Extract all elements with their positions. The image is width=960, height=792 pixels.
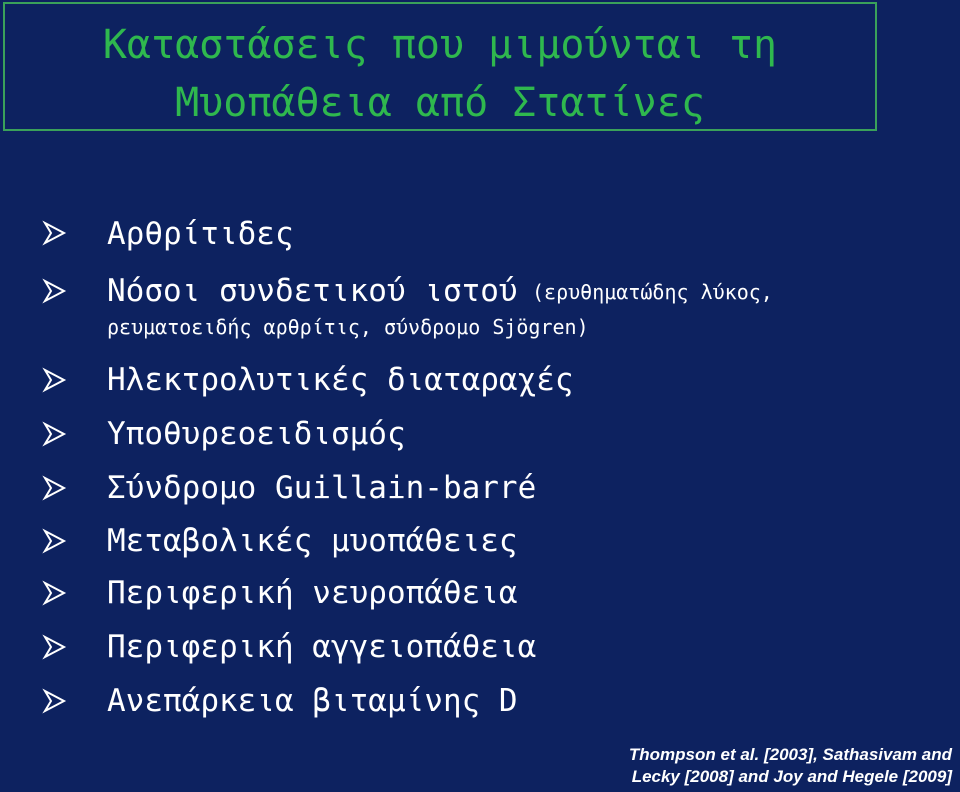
list-item-note-line-1: (ερυθηματώδης λύκος,: [532, 280, 773, 304]
list-item-hypothyroidism: Υποθυρεοειδισμός: [107, 416, 406, 452]
arrowhead-bullet-icon: [42, 421, 68, 447]
citation-line-2: Lecky [2008] and Joy and Hegele [2009]: [631, 767, 952, 786]
arrowhead-bullet-icon: [42, 278, 68, 304]
citation-line-1: Thompson et al. [2003], Sathasivam and: [628, 745, 952, 764]
list-item-guillain-barre: Σύνδρομο Guillain-barré: [107, 470, 537, 506]
list-item-peripheral-neuropathy: Περιφερική νευροπάθεια: [107, 575, 518, 611]
list-item-connective-tissue: Νόσοι συνδετικού ιστού: [107, 273, 518, 309]
arrowhead-bullet-icon: [42, 634, 68, 660]
arrowhead-bullet-icon: [42, 220, 68, 246]
list-item-note-line-2: ρευματοειδής αρθρίτις, σύνδρομο Sjögren): [107, 315, 589, 339]
list-item-peripheral-angiopathy: Περιφερική αγγειοπάθεια: [107, 629, 537, 665]
arrowhead-bullet-icon: [42, 475, 68, 501]
list-item-vitamin-d: Ανεπάρκεια βιταμίνης D: [107, 683, 518, 719]
arrowhead-bullet-icon: [42, 688, 68, 714]
arrowhead-bullet-icon: [42, 528, 68, 554]
slide-title-line-1: Καταστάσεις που μιμούνται τη: [102, 22, 778, 68]
list-item-electrolyte: Ηλεκτρολυτικές διαταραχές: [107, 362, 574, 398]
list-item-arthritides: Αρθρίτιδες: [107, 216, 294, 252]
slide-title-line-2: Μυοπάθεια από Στατίνες: [175, 80, 705, 126]
arrowhead-bullet-icon: [42, 367, 68, 393]
arrowhead-bullet-icon: [42, 580, 68, 606]
title-box: [3, 2, 877, 131]
list-item-metabolic-myopathies: Μεταβολικές μυοπάθειες: [107, 523, 518, 559]
